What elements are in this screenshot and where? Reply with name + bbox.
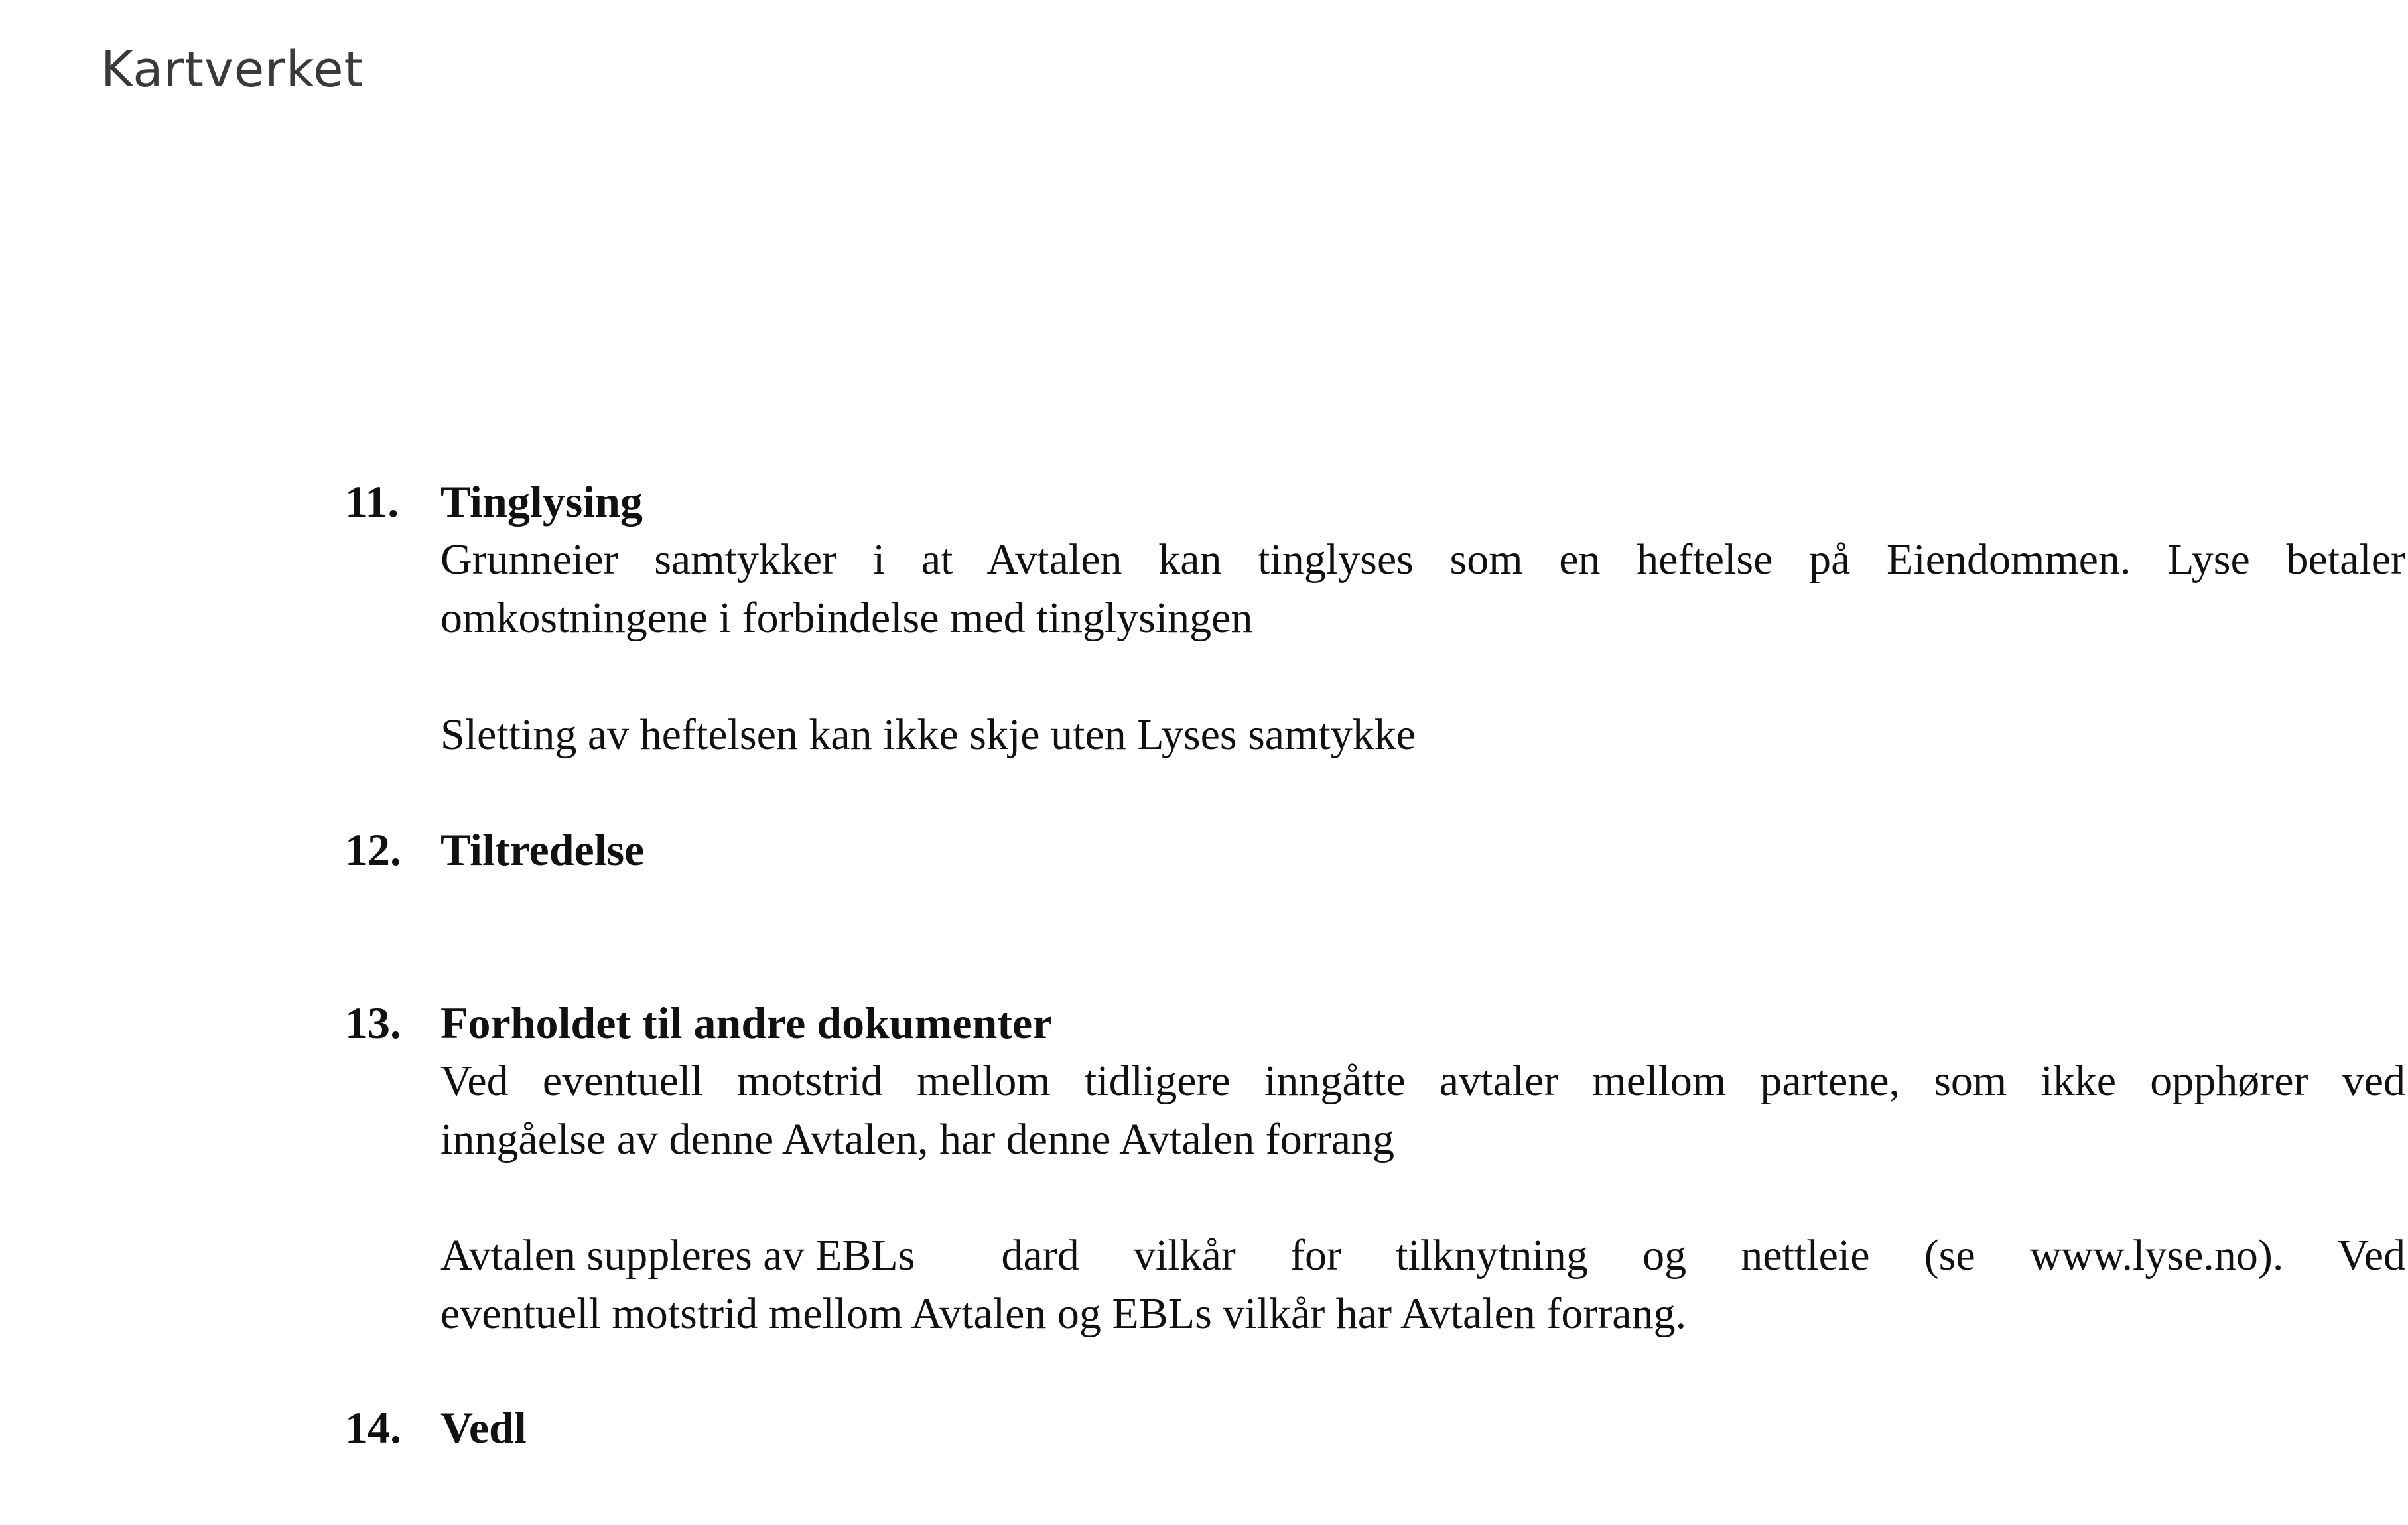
section-paragraph: [440, 531, 2405, 647]
section-title: Tinglysing: [440, 476, 643, 527]
section-paragraph: [440, 1052, 2405, 1169]
section-number: 13.: [345, 998, 401, 1048]
section-paragraph: [440, 1227, 2405, 1343]
section-title: Vedl: [440, 1402, 527, 1453]
paragraph-line: eventuell motstrid mellom Avtalen og EBLs vilkår har Avtalen forrang.: [440, 1290, 1687, 1338]
paragraph-line: Sletting av heftelsen kan ikke skje uten Lyses samtykke: [440, 710, 1416, 759]
section-number: 12.: [345, 825, 401, 875]
text-gap: [915, 1227, 1001, 1285]
paragraph-line: [440, 1227, 2405, 1285]
section-number: 11.: [345, 476, 399, 527]
paragraph-line: inngåelse av denne Avtalen, har denne Avtalen forrang: [440, 1115, 1394, 1163]
paragraph-fragment: dard vilkår for tilknytning og nettleie (se www.lyse.no). Ved: [1001, 1231, 2405, 1280]
brand-logo: Kartverket: [101, 41, 364, 98]
paragraph-fragment: Avtalen suppleres av EBLs: [440, 1231, 915, 1280]
section-title: Tiltredelse: [440, 825, 645, 875]
section-number: 14.: [345, 1402, 401, 1453]
paragraph-line: Grunneier samtykker i at Avtalen kan tinglyses som en heftelse på Eiendommen. Lyse betaler: [440, 535, 2405, 584]
paragraph-line: omkostningene i forbindelse med tinglysingen: [440, 594, 1253, 642]
paragraph-line: Ved eventuell motstrid mellom tidligere inngåtte avtaler mellom partene, som ikke opphører ved: [440, 1057, 2405, 1105]
section-paragraph: [440, 706, 2405, 764]
section-title: Forholdet til andre dokumenter: [440, 998, 1053, 1048]
